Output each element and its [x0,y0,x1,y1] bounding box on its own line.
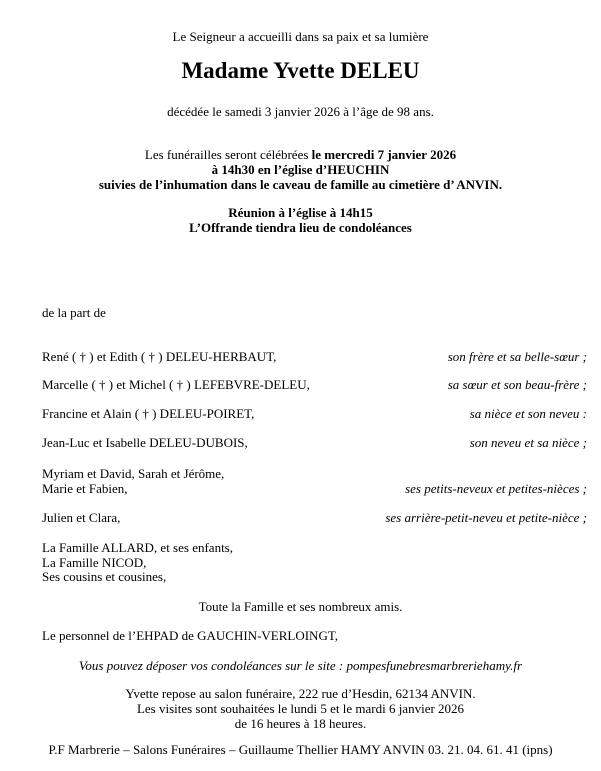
intro-text: Le Seigneur a accueilli dans sa paix et sa lumière [172,29,429,44]
grand-nephews-relation: ses petits-neveux et petites-nièces ; [405,481,587,496]
family-relation: son neveu et sa nièce ; [469,435,587,450]
staff-line: Le personnel de l’EHPAD de GAUCHIN-VERLOINGT, [42,628,339,643]
deceased-name: Madame Yvette DELEU [181,58,420,83]
visit-line3: de 16 heures à 18 heures. [234,716,367,731]
great-grand-relation: ses arrière-petit-neveu et petite-nièce ; [385,510,587,525]
other-family-line: Ses cousins et cousines, [42,569,167,584]
offering-note: L’Offrande tiendra lieu de condoléances [189,220,412,235]
visit-line1: Yvette repose au salon funéraire, 222 rue d’Hesdin, 62134 ANVIN. [125,686,476,701]
condolences-line: Vous pouvez déposer vos condoléances sur le site : pompesfunebresmarbreriehamy.fr [78,658,523,673]
funeral-home-footer: P.F Marbrerie – Salons Funéraires – Guillaume Thellier HAMY ANVIN 03. 21. 04. 61. 41 (ipns) [48,742,553,757]
funeral-date-line [0,147,601,162]
funeral-burial: suivies de l’inhumation dans le caveau de famille au cimetière d’ ANVIN. [98,177,503,192]
death-notice: décédée le samedi 3 janvier 2026 à l’âge de 98 ans. [167,104,434,119]
other-family-line: La Famille NICOD, [42,555,147,570]
family-name: Francine et Alain ( † ) DELEU-POIRET, [42,406,255,421]
other-family-line: La Famille ALLARD, et ses enfants, [42,540,233,555]
family-name: Jean-Luc et Isabelle DELEU-DUBOIS, [42,435,248,450]
family-relation: sa sœur et son beau-frère ; [447,377,587,392]
family-relation: sa nièce et son neveu : [469,406,587,421]
grand-nephews-line2: Marie et Fabien, [42,481,128,496]
great-grand-name: Julien et Clara, [42,510,121,525]
visit-line2: Les visites sont souhaitées le lundi 5 et le mardi 6 janvier 2026 [136,701,465,716]
from-label: de la part de [42,305,106,320]
family-relation: son frère et sa belle-sœur ; [447,349,587,364]
funeral-date: le mercredi 7 janvier 2026 [311,147,457,162]
funeral-prefix: Les funérailles seront célébrées [144,147,312,162]
family-name: René ( † ) et Edith ( † ) DELEU-HERBAUT, [42,349,277,364]
funeral-church: à 14h30 en l’église d’HEUCHIN [211,162,390,177]
meeting-time: Réunion à l’église à 14h15 [228,205,373,220]
grand-nephews-line1: Myriam et David, Sarah et Jérôme, [42,466,225,481]
all-family-line: Toute la Famille et ses nombreux amis. [198,599,403,614]
family-name: Marcelle ( † ) et Michel ( † ) LEFEBVRE-DELEU, [42,377,310,392]
